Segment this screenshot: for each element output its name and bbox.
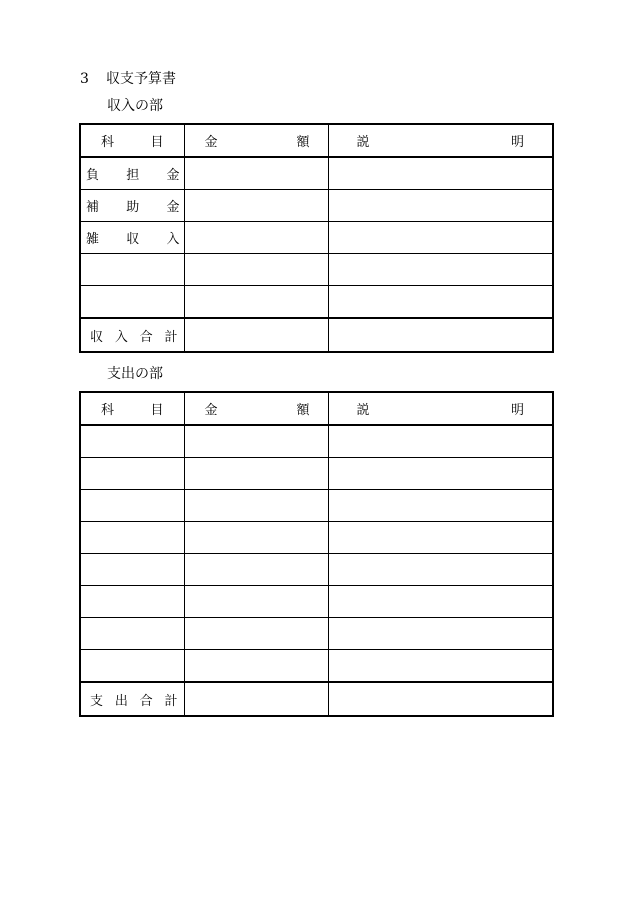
description-cell[interactable] [328, 157, 553, 190]
kamoku-header-char: 科 [101, 135, 115, 150]
kingaku-header-char: 金 [204, 135, 218, 150]
table-row [80, 650, 553, 683]
item-label-cell[interactable] [80, 425, 184, 458]
setsumei-header-char: 明 [510, 135, 524, 150]
description-cell[interactable] [328, 650, 553, 683]
kamoku-header [80, 392, 184, 425]
item-label-char: 入 [166, 232, 180, 247]
table-row [80, 554, 553, 586]
table-row [80, 254, 553, 286]
item-label-cell[interactable] [80, 157, 184, 190]
kingaku-header-char: 金 [204, 403, 218, 418]
item-label-cell[interactable] [80, 490, 184, 522]
table-row [80, 458, 553, 490]
item-label-char: 金 [166, 200, 180, 215]
total-label-char: 合 [139, 329, 153, 345]
income-section-heading: 収入の部 [107, 98, 163, 114]
amount-cell[interactable] [184, 490, 328, 522]
total-label-cell [80, 682, 184, 716]
setsumei-header-char: 説 [356, 135, 370, 150]
income-table [79, 123, 554, 353]
amount-cell[interactable] [184, 522, 328, 554]
total-description-cell[interactable] [328, 318, 553, 352]
kamoku-header-char: 目 [150, 403, 164, 418]
kamoku-header-char: 目 [150, 135, 164, 150]
amount-cell[interactable] [184, 554, 328, 586]
amount-cell[interactable] [184, 586, 328, 618]
item-label-cell[interactable] [80, 522, 184, 554]
item-label-cell[interactable] [80, 222, 184, 254]
amount-cell[interactable] [184, 254, 328, 286]
description-cell[interactable] [328, 458, 553, 490]
item-label-cell[interactable] [80, 554, 184, 586]
kingaku-header [184, 124, 328, 157]
item-label-cell[interactable] [80, 458, 184, 490]
total-label-char: 支 [90, 693, 104, 709]
setsumei-header [328, 124, 553, 157]
amount-cell[interactable] [184, 222, 328, 254]
item-label-char: 収 [126, 232, 140, 247]
item-label-cell[interactable] [80, 254, 184, 286]
total-amount-cell[interactable] [184, 318, 328, 352]
total-description-cell[interactable] [328, 682, 553, 716]
amount-cell[interactable] [184, 157, 328, 190]
expense-total-row [80, 682, 553, 716]
description-cell[interactable] [328, 554, 553, 586]
total-amount-cell[interactable] [184, 682, 328, 716]
item-label-cell[interactable] [80, 650, 184, 683]
description-cell[interactable] [328, 618, 553, 650]
item-label-char: 金 [166, 168, 180, 183]
setsumei-header [328, 392, 553, 425]
description-cell[interactable] [328, 222, 553, 254]
item-label-char: 負 [86, 168, 100, 183]
setsumei-header-char: 明 [510, 403, 524, 418]
expense-table [79, 391, 554, 717]
amount-cell[interactable] [184, 458, 328, 490]
description-cell[interactable] [328, 490, 553, 522]
description-cell[interactable] [328, 254, 553, 286]
table-row [80, 522, 553, 554]
kamoku-header-char: 科 [101, 403, 115, 418]
kingaku-header-char: 額 [296, 403, 310, 418]
amount-cell[interactable] [184, 618, 328, 650]
kingaku-header [184, 392, 328, 425]
item-label-cell[interactable] [80, 618, 184, 650]
amount-cell[interactable] [184, 650, 328, 683]
item-label-char: 担 [126, 168, 140, 183]
table-row [80, 190, 553, 222]
total-label-char: 計 [164, 693, 178, 709]
expense-header-row [80, 392, 553, 425]
section-title: 収支予算書 [106, 71, 176, 87]
table-row [80, 157, 553, 190]
total-label-char: 入 [114, 329, 128, 345]
amount-cell[interactable] [184, 286, 328, 319]
total-label-char: 計 [164, 329, 178, 345]
description-cell[interactable] [328, 425, 553, 458]
kamoku-header [80, 124, 184, 157]
income-header-row [80, 124, 553, 157]
description-cell[interactable] [328, 522, 553, 554]
table-row [80, 222, 553, 254]
amount-cell[interactable] [184, 425, 328, 458]
setsumei-header-char: 説 [356, 403, 370, 418]
table-row [80, 286, 553, 319]
description-cell[interactable] [328, 190, 553, 222]
expense-section-heading: 支出の部 [107, 366, 163, 382]
item-label-cell[interactable] [80, 586, 184, 618]
table-row [80, 425, 553, 458]
item-label-cell[interactable] [80, 286, 184, 319]
total-label-char: 合 [139, 693, 153, 709]
description-cell[interactable] [328, 586, 553, 618]
item-label-cell[interactable] [80, 190, 184, 222]
total-label-char: 収 [90, 329, 104, 345]
item-label-char: 助 [126, 200, 140, 215]
table-row [80, 586, 553, 618]
amount-cell[interactable] [184, 190, 328, 222]
kingaku-header-char: 額 [296, 135, 310, 150]
income-total-row [80, 318, 553, 352]
total-label-cell [80, 318, 184, 352]
section-number: 3 [80, 71, 89, 87]
description-cell[interactable] [328, 286, 553, 319]
item-label-char: 雑 [86, 232, 100, 247]
total-label-char: 出 [114, 693, 128, 709]
table-row [80, 618, 553, 650]
table-row [80, 490, 553, 522]
document-heading [80, 71, 176, 87]
item-label-char: 補 [86, 200, 100, 215]
